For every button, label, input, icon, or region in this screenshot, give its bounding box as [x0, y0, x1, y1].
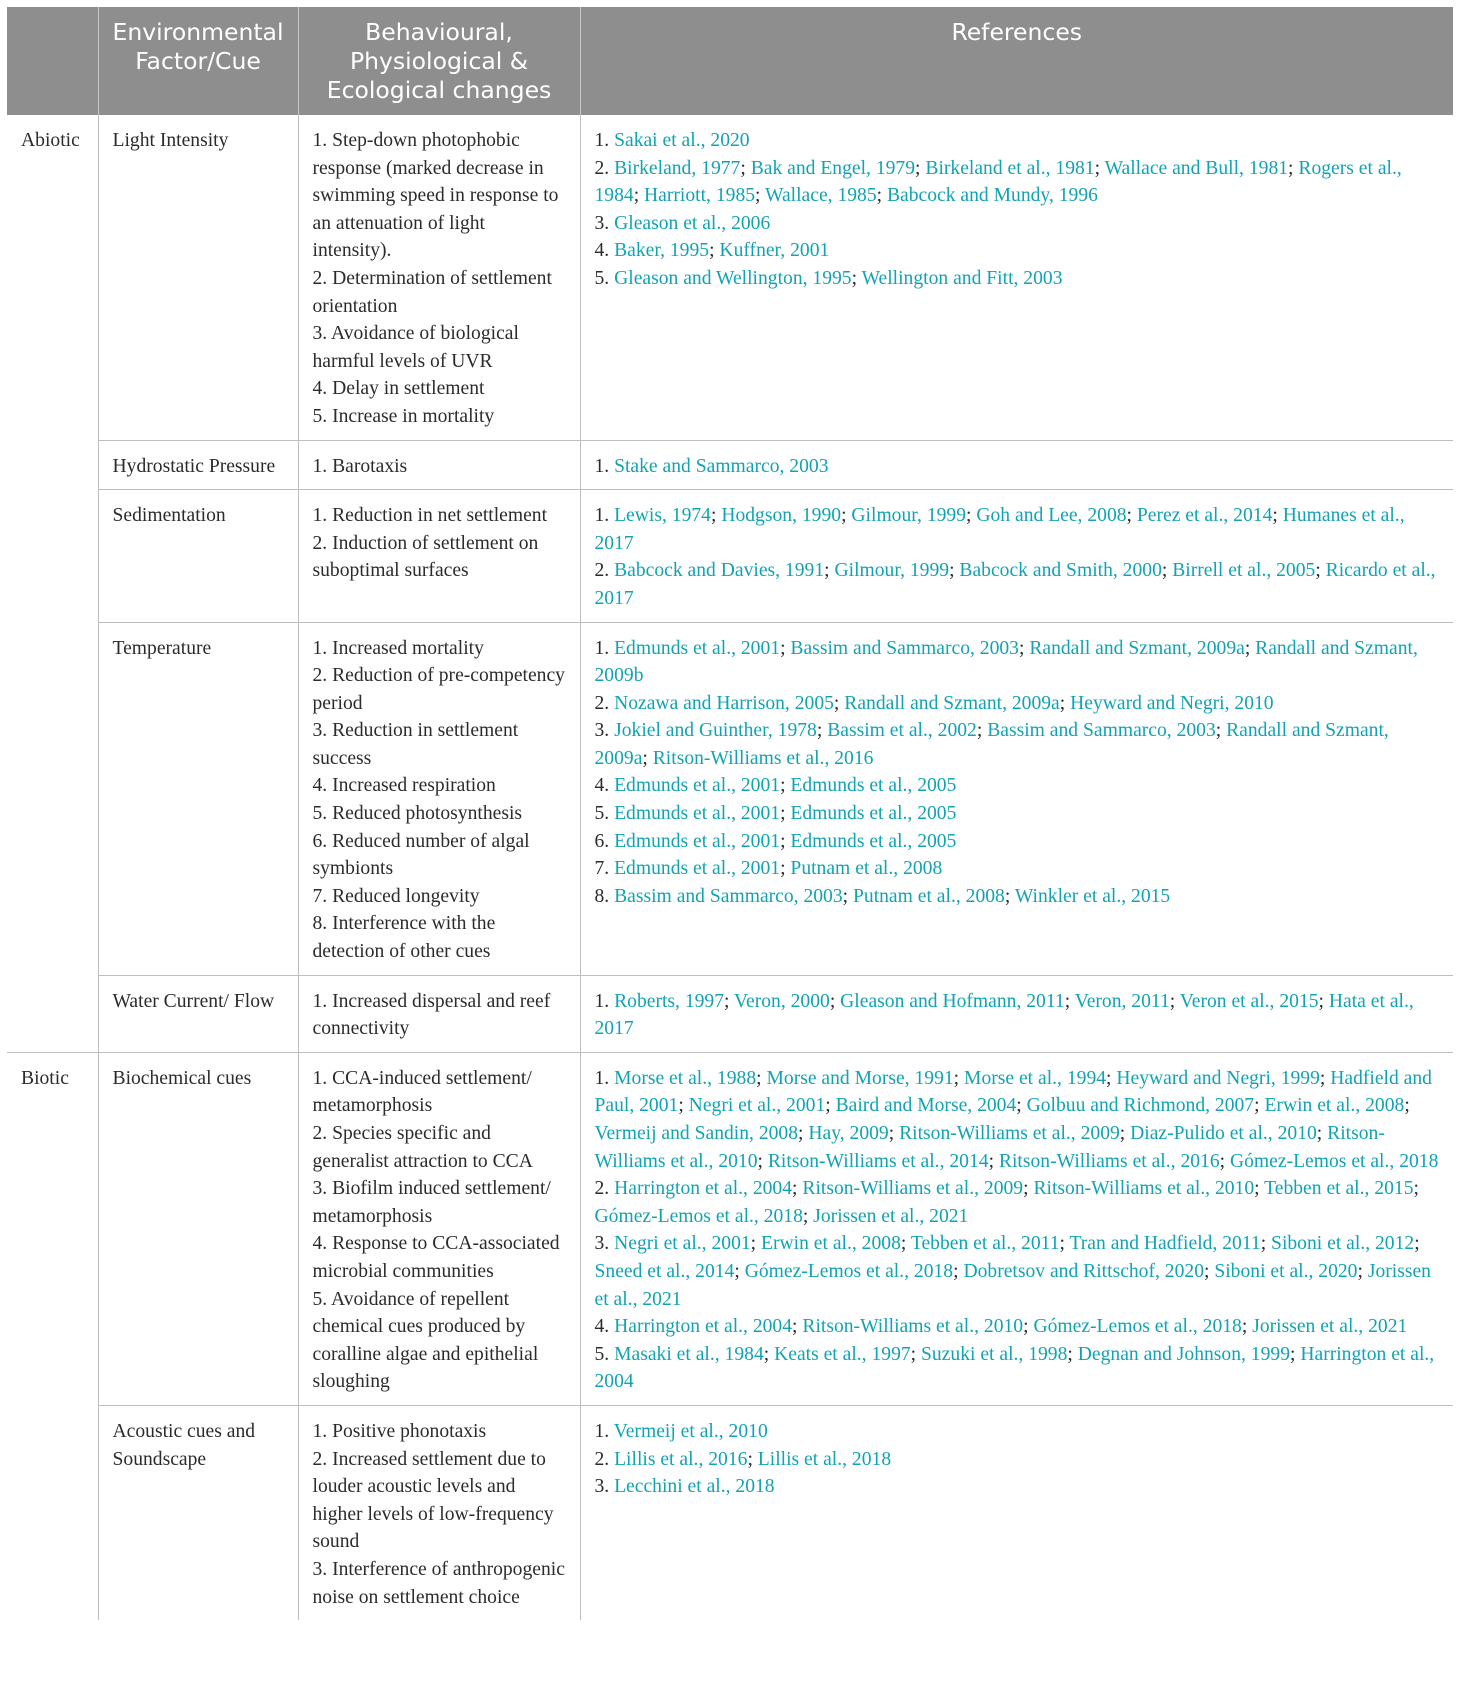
table-row [7, 622, 1453, 975]
reference-link[interactable]: Heyward and Negri, 2010 [1070, 692, 1274, 714]
reference-number: 7. [594, 858, 615, 880]
reference-link[interactable]: Winkler et al., 2015 [1014, 885, 1171, 907]
reference-separator: ; [763, 1343, 775, 1365]
reference-link[interactable]: Vermeij et al., 2010 [613, 1420, 768, 1442]
reference-link[interactable]: Wallace and Bull, 1981 [1104, 157, 1289, 179]
reference-separator: ; [1244, 637, 1256, 659]
factor-cell: Sedimentation [98, 490, 298, 622]
reference-line [595, 1175, 1442, 1230]
reference-link[interactable]: Hodgson, 1990 [721, 505, 842, 527]
reference-number: 3. [594, 1476, 615, 1498]
reference-link[interactable]: Edmunds et al., 2001 [614, 858, 781, 880]
reference-link[interactable]: Harrington et al., 2004 [594, 1343, 1435, 1393]
change-item: 3. Biofilm induced settlement/ metamorphosis [312, 1178, 551, 1227]
reference-link[interactable]: Vermeij and Sandin, 2008 [594, 1123, 799, 1144]
reference-line [595, 1230, 1442, 1313]
reference-link[interactable]: Ritson-Williams et al., 2009 [802, 1178, 1024, 1200]
reference-link[interactable]: Perez et al., 2014 [1136, 505, 1273, 527]
reference-link[interactable]: Edmunds et al., 2005 [790, 830, 957, 852]
reference-separator: ; [1126, 505, 1137, 527]
reference-separator: ; [953, 1067, 965, 1089]
references-cell [580, 975, 1453, 1052]
reference-link[interactable]: Babcock and Mundy, 1996 [886, 185, 1098, 207]
reference-separator: ; [780, 830, 791, 852]
reference-separator: ; [1119, 1123, 1131, 1144]
reference-link[interactable]: Baker, 1995 [614, 240, 710, 262]
reference-link[interactable]: Gómez-Lemos et al., 2018 [1229, 1150, 1439, 1172]
reference-link[interactable]: Veron et al., 2015 [1179, 990, 1319, 1012]
changes-cell [298, 1405, 580, 1620]
reference-link[interactable]: Negri et al., 2001 [614, 1233, 751, 1255]
reference-separator: ; [915, 157, 926, 179]
change-item: 2. Increased settlement due to louder acoustic levels and higher levels of low-frequency sound [312, 1448, 554, 1553]
reference-link[interactable]: Veron, 2000 [734, 990, 830, 1012]
change-item: 6. Reduced number of algal symbionts [312, 830, 530, 880]
reference-line [595, 828, 1442, 856]
reference-separator: ; [740, 157, 751, 179]
reference-number: 1. [594, 1067, 615, 1089]
change-item: 3. Interference of anthropogenic noise on settlement choice [312, 1558, 565, 1608]
change-item: 3. Avoidance of biological harmful levels of UVR [312, 323, 519, 372]
reference-line [595, 717, 1442, 772]
reference-separator: ; [1254, 1178, 1265, 1200]
reference-line [595, 155, 1442, 210]
reference-link[interactable]: Gleason and Wellington, 1995 [614, 267, 852, 289]
reference-number: 3. [594, 212, 615, 234]
factor-cell: Light Intensity [98, 115, 298, 440]
header-references: References [580, 7, 1453, 115]
change-item: 5. Avoidance of repellent chemical cues produced by coralline algae and epithelial sloughing [312, 1288, 539, 1393]
environmental-cues-table [7, 7, 1453, 1620]
reference-number: 3. [594, 1233, 615, 1255]
reference-separator: ; [1064, 990, 1075, 1012]
change-item: 2. Reduction of pre-competency period [312, 665, 565, 714]
reference-line [595, 557, 1442, 612]
reference-separator: ; [1004, 885, 1015, 907]
reference-link[interactable]: Lillis et al., 2016 [614, 1448, 748, 1470]
reference-link[interactable]: Morse et al., 1988 [614, 1067, 757, 1089]
reference-separator: ; [633, 185, 645, 207]
table-row [7, 440, 1453, 490]
reference-separator: ; [851, 267, 862, 289]
reference-link[interactable]: Edmunds et al., 2001 [614, 830, 781, 852]
reference-link[interactable]: Putnam et al., 2008 [790, 858, 943, 880]
reference-link[interactable]: Harrington et al., 2004 [614, 1178, 793, 1200]
reference-link[interactable]: Gilmour, 1999 [851, 505, 967, 527]
reference-line [595, 502, 1442, 557]
reference-line [595, 772, 1442, 800]
reference-separator: ; [734, 1260, 745, 1282]
reference-separator: ; [988, 1150, 999, 1172]
reference-separator: ; [841, 505, 852, 527]
reference-link[interactable]: Gleason et al., 2006 [614, 212, 771, 234]
reference-link[interactable]: Erwin et al., 2008 [761, 1233, 901, 1255]
reference-separator: ; [780, 775, 791, 797]
change-item: 1. Reduction in net settlement [312, 505, 548, 527]
category-cell: Abiotic [7, 115, 98, 1052]
reference-link[interactable]: Ritson-Williams et al., 2010 [1033, 1178, 1255, 1200]
reference-separator: ; [1315, 560, 1326, 582]
reference-link[interactable]: Sneed et al., 2014 [594, 1260, 735, 1282]
reference-link[interactable]: Bassim and Sammarco, 2003 [614, 885, 843, 907]
table-header-row [7, 7, 1453, 115]
reference-number: 8. [594, 885, 615, 907]
reference-separator: ; [1357, 1260, 1368, 1282]
reference-link[interactable]: Ricardo et al., 2017 [594, 560, 1436, 609]
reference-link[interactable]: Diaz-Pulido et al., 2010 [1130, 1123, 1317, 1144]
reference-number: 2. [594, 560, 615, 582]
reference-separator: ; [910, 1343, 922, 1365]
changes-cell [298, 115, 580, 440]
reference-line [595, 1313, 1442, 1341]
reference-number: 1. [594, 130, 615, 151]
reference-separator: ; [825, 1095, 836, 1117]
reference-line [595, 988, 1442, 1043]
reference-link[interactable]: Edmunds et al., 2001 [614, 775, 781, 797]
change-item: 4. Increased respiration [312, 775, 496, 797]
reference-link[interactable]: Morse et al., 1994 [964, 1067, 1107, 1089]
reference-separator: ; [1161, 560, 1173, 582]
reference-separator: ; [1018, 637, 1030, 659]
table-row [7, 490, 1453, 622]
reference-link[interactable]: Bassim and Sammarco, 2003 [987, 720, 1216, 742]
changes-cell [298, 490, 580, 622]
reference-line [595, 237, 1442, 265]
reference-separator: ; [1319, 1067, 1331, 1089]
reference-link[interactable]: Wallace, 1985 [765, 185, 877, 207]
reference-link[interactable]: Lewis, 1974 [614, 505, 711, 527]
changes-cell [298, 622, 580, 975]
reference-link[interactable]: Lillis et al., 2018 [757, 1448, 892, 1470]
reference-link[interactable]: Edmunds et al., 2005 [790, 775, 957, 797]
reference-number: 6. [594, 830, 615, 852]
reference-link[interactable]: Hata et al., 2017 [594, 990, 1414, 1040]
reference-separator: ; [1023, 1316, 1034, 1338]
reference-link[interactable]: Goh and Lee, 2008 [976, 505, 1127, 527]
reference-line [595, 883, 1442, 911]
reference-link[interactable]: Erwin et al., 2008 [1264, 1095, 1405, 1117]
change-item: 7. Reduced longevity [312, 885, 480, 907]
reference-link[interactable]: Babcock and Smith, 2000 [959, 560, 1162, 582]
reference-link[interactable]: Heyward and Negri, 1999 [1116, 1067, 1320, 1089]
category-cell: Biotic [21, 1067, 69, 1089]
change-item: 1. Increased dispersal and reef connectivity [312, 990, 551, 1040]
change-item: 1. Positive phonotaxis [312, 1420, 487, 1442]
reference-link[interactable]: Randall and Szmant, 2009a [844, 692, 1060, 714]
references-cell [580, 440, 1453, 490]
reference-number: 3. [594, 720, 615, 742]
reference-separator: ; [1169, 990, 1180, 1012]
reference-separator: ; [1023, 1178, 1034, 1200]
reference-separator: ; [724, 990, 735, 1012]
reference-separator: ; [1219, 1150, 1230, 1172]
reference-separator: ; [949, 560, 960, 582]
reference-number: 2. [594, 692, 615, 714]
reference-separator: ; [1288, 157, 1299, 179]
reference-line [595, 1446, 1442, 1474]
reference-number: 1. [594, 505, 615, 527]
change-item: 2. Induction of settlement on suboptimal surfaces [312, 532, 539, 582]
reference-link[interactable]: Bassim et al., 2002 [827, 720, 977, 742]
change-item: 1. CCA-induced settlement/ metamorphosis [312, 1067, 532, 1117]
reference-number: 2. [594, 1448, 615, 1470]
reference-link[interactable]: Morse and Morse, 1991 [766, 1067, 954, 1089]
reference-link[interactable]: Birkeland et al., 1981 [925, 157, 1095, 179]
reference-number: 5. [594, 267, 615, 289]
factor-cell: Water Current/ Flow [98, 975, 298, 1052]
reference-separator: ; [792, 1178, 803, 1200]
change-item: 5. Increase in mortality [312, 405, 495, 427]
reference-number: 2. [594, 157, 615, 179]
reference-separator: ; [709, 240, 720, 262]
reference-separator: ; [1059, 1233, 1070, 1255]
reference-number: 1. [594, 455, 615, 477]
header-category [7, 7, 98, 115]
change-item: 5. Reduced photosynthesis [312, 803, 523, 825]
reference-separator: ; [780, 803, 791, 825]
reference-separator: ; [756, 1067, 767, 1089]
reference-number: 1. [594, 990, 615, 1012]
reference-link[interactable]: Edmunds et al., 2001 [614, 637, 781, 659]
reference-link[interactable]: Ritson-Williams et al., 2014 [767, 1150, 989, 1172]
reference-separator: ; [755, 185, 766, 207]
reference-line [595, 855, 1442, 883]
reference-link[interactable]: Roberts, 1997 [614, 990, 725, 1012]
reference-separator: ; [1215, 720, 1227, 742]
reference-separator: ; [1414, 1233, 1420, 1255]
reference-link[interactable]: Gilmour, 1999 [834, 560, 950, 582]
reference-number: 1. [594, 1420, 614, 1442]
reference-separator: ; [1016, 1095, 1027, 1117]
reference-link[interactable]: Harriott, 1985 [644, 185, 756, 207]
reference-separator: ; [1254, 1095, 1265, 1117]
reference-link[interactable]: Tebben et al., 2011 [910, 1233, 1060, 1255]
reference-line [595, 690, 1442, 718]
reference-link[interactable]: Stake and Sammarco, 2003 [614, 455, 829, 477]
reference-link[interactable]: Hadfield and Paul, 2001 [594, 1067, 1432, 1117]
reference-link[interactable]: Bak and Engel, 1979 [750, 157, 916, 179]
references-cell [580, 1052, 1453, 1405]
change-item: 1. Increased mortality [312, 637, 484, 659]
reference-separator: ; [900, 1233, 911, 1255]
header-changes: Behavioural, Physiological & Ecological changes [298, 7, 580, 115]
reference-link[interactable]: Ritson-Williams et al., 2016 [652, 747, 874, 769]
table-row [7, 1052, 1453, 1405]
reference-line [595, 1065, 1442, 1175]
reference-link[interactable]: Gómez-Lemos et al., 2018 [594, 1205, 803, 1227]
reference-link[interactable]: Harrington et al., 2004 [614, 1316, 793, 1338]
table-body [7, 115, 1453, 1620]
reference-separator: ; [1316, 1123, 1328, 1144]
changes-cell [298, 975, 580, 1052]
reference-separator: ; [833, 692, 845, 714]
reference-link[interactable]: Ritson-Williams et al., 2016 [998, 1150, 1220, 1172]
reference-link[interactable]: Siboni et al., 2020 [1214, 1260, 1358, 1282]
reference-link[interactable]: Hay, 2009 [808, 1123, 889, 1144]
reference-separator: ; [816, 720, 828, 742]
factor-cell: Acoustic cues and Soundscape [98, 1405, 298, 1620]
reference-link[interactable]: Golbuu and Richmond, 2007 [1026, 1095, 1255, 1117]
reference-number: 4. [594, 1316, 615, 1338]
changes-cell [298, 440, 580, 490]
references-cell [580, 622, 1453, 975]
reference-link[interactable]: Rogers et al., 1984 [594, 157, 1402, 207]
reference-line [595, 210, 1442, 238]
reference-separator: ; [802, 1205, 814, 1227]
reference-link[interactable]: Baird and Morse, 2004 [835, 1095, 1017, 1117]
reference-link[interactable]: Jorissen et al., 2021 [594, 1260, 1431, 1310]
reference-number: 1. [594, 637, 615, 659]
references-cell [580, 115, 1453, 440]
reference-line [595, 453, 1442, 481]
reference-link[interactable]: Ritson-Williams et al., 2010 [594, 1123, 1385, 1172]
reference-separator: ; [1404, 1095, 1410, 1117]
reference-link[interactable]: Kuffner, 2001 [719, 240, 830, 262]
reference-separator: ; [710, 505, 722, 527]
reference-link[interactable]: Randall and Szmant, 2009a [594, 720, 1389, 769]
reference-separator: ; [1204, 1260, 1215, 1282]
reference-separator: ; [1260, 1233, 1272, 1255]
reference-link[interactable]: Ritson-Williams et al., 2010 [802, 1316, 1024, 1338]
reference-separator: ; [798, 1123, 809, 1144]
header-environmental-factor: Environmental Factor/Cue [98, 7, 298, 115]
reference-separator: ; [1067, 1343, 1078, 1365]
reference-separator: ; [1241, 1316, 1253, 1338]
reference-separator: ; [1290, 1343, 1301, 1365]
reference-link[interactable]: Gleason and Hofmann, 2011 [840, 990, 1065, 1012]
change-item: 1. Step-down photophobic response (marked decrease in swimming speed in response to an attenuation of light intensity). [312, 130, 559, 262]
table-row [7, 115, 1453, 440]
reference-link[interactable]: Sakai et al., 2020 [614, 130, 750, 151]
reference-separator: ; [976, 720, 988, 742]
reference-separator: ; [966, 505, 977, 527]
reference-link[interactable]: Wellington and Fitt, 2003 [861, 267, 1063, 289]
change-item: 3. Reduction in settlement success [312, 720, 519, 769]
reference-link[interactable]: Putnam et al., 2008 [853, 885, 1005, 907]
reference-number: 5. [594, 803, 615, 825]
reference-separator: ; [678, 1095, 689, 1117]
factor-cell: Biochemical cues [98, 1052, 298, 1405]
change-item: 8. Interference with the detection of other cues [312, 913, 496, 963]
reference-line [595, 1418, 1442, 1446]
reference-link[interactable]: Ritson-Williams et al., 2009 [899, 1123, 1120, 1144]
reference-link[interactable]: Edmunds et al., 2001 [614, 803, 781, 825]
reference-link[interactable]: Jorissen et al., 2021 [1252, 1316, 1408, 1338]
reference-link[interactable]: Siboni et al., 2012 [1271, 1233, 1415, 1255]
reference-link[interactable]: Birrell et al., 2005 [1172, 560, 1316, 582]
reference-separator: ; [876, 185, 887, 207]
factor-cell: Temperature [98, 622, 298, 975]
reference-line [595, 800, 1442, 828]
reference-number: 4. [594, 240, 615, 262]
reference-separator: ; [1413, 1178, 1419, 1200]
reference-line [595, 1341, 1442, 1396]
reference-number: 4. [594, 775, 615, 797]
reference-link[interactable]: Gómez-Lemos et al., 2018 [744, 1260, 954, 1282]
reference-link[interactable]: Edmunds et al., 2005 [790, 803, 957, 825]
change-item: 2. Determination of settlement orientation [312, 267, 552, 317]
reference-link[interactable]: Dobretsov and Rittschof, 2020 [963, 1260, 1204, 1282]
change-item: 1. Barotaxis [312, 455, 408, 477]
reference-separator: ; [780, 637, 791, 659]
reference-separator: ; [1106, 1067, 1117, 1089]
reference-link[interactable]: Negri et al., 2001 [688, 1095, 826, 1117]
reference-link[interactable]: Randall and Szmant, 2009a [1029, 637, 1245, 659]
reference-number: 2. [594, 1178, 615, 1200]
change-item: 2. Species specific and generalist attraction to CCA [312, 1123, 533, 1172]
reference-link[interactable]: Lecchini et al., 2018 [614, 1476, 775, 1498]
reference-link[interactable]: Keats et al., 1997 [774, 1343, 911, 1365]
reference-link[interactable]: Tebben et al., 2015 [1264, 1178, 1414, 1200]
factor-cell: Hydrostatic Pressure [98, 440, 298, 490]
reference-link[interactable]: Jorissen et al., 2021 [813, 1205, 969, 1227]
reference-separator: ; [1059, 692, 1071, 714]
reference-table-page [7, 7, 1453, 1620]
reference-link[interactable]: Bassim and Sammarco, 2003 [790, 637, 1019, 659]
change-item: 4. Response to CCA-associated microbial communities [312, 1233, 560, 1282]
reference-separator: ; [1094, 157, 1105, 179]
reference-line [595, 127, 1442, 155]
table-row [7, 975, 1453, 1052]
reference-line [595, 265, 1442, 293]
reference-link[interactable]: Babcock and Davies, 1991 [614, 560, 825, 582]
reference-link[interactable]: Veron, 2011 [1074, 990, 1170, 1012]
references-cell [580, 490, 1453, 622]
reference-link[interactable]: Humanes et al., 2017 [594, 505, 1405, 554]
reference-separator: ; [829, 990, 841, 1012]
change-item: 4. Delay in settlement [312, 378, 485, 400]
references-cell [580, 1405, 1453, 1620]
reference-line [595, 1473, 1442, 1501]
reference-separator: ; [750, 1233, 762, 1255]
reference-link[interactable]: Jokiel and Guinther, 1978 [614, 720, 817, 742]
reference-number: 5. [594, 1343, 615, 1365]
reference-separator: ; [792, 1316, 803, 1338]
reference-link[interactable]: Randall and Szmant, 2009b [594, 637, 1418, 687]
reference-separator: ; [824, 560, 835, 582]
reference-link[interactable]: Degnan and Johnson, 1999 [1077, 1343, 1290, 1365]
reference-link[interactable]: Suzuki et al., 1998 [921, 1343, 1068, 1365]
reference-link[interactable]: Gómez-Lemos et al., 2018 [1033, 1316, 1242, 1338]
reference-separator: ; [888, 1123, 900, 1144]
table-row [7, 1405, 1453, 1620]
reference-link[interactable]: Tran and Hadfield, 2011 [1069, 1233, 1261, 1255]
reference-link[interactable]: Nozawa and Harrison, 2005 [614, 692, 834, 714]
reference-separator: ; [1318, 990, 1329, 1012]
reference-separator: ; [842, 885, 853, 907]
reference-separator: ; [1272, 505, 1283, 527]
reference-separator: ; [780, 858, 791, 880]
reference-line [595, 635, 1442, 690]
reference-separator: ; [953, 1260, 964, 1282]
reference-link[interactable]: Masaki et al., 1984 [614, 1343, 764, 1365]
reference-separator: ; [757, 1150, 768, 1172]
reference-separator: ; [747, 1448, 758, 1470]
reference-link[interactable]: Birkeland, 1977 [614, 157, 741, 179]
changes-cell [298, 1052, 580, 1405]
reference-separator: ; [642, 747, 653, 769]
